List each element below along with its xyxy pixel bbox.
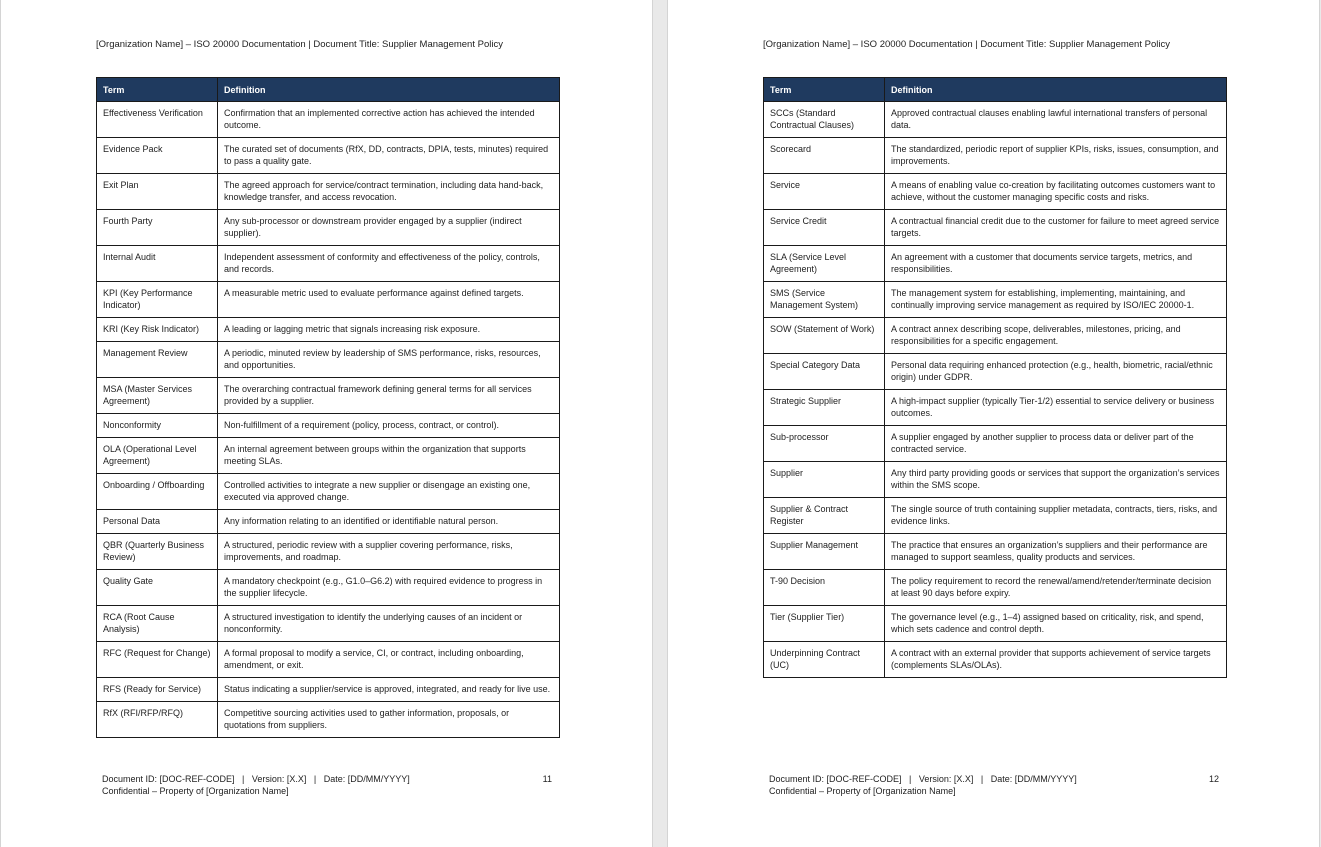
definition-cell: A high-impact supplier (typically Tier-1/2) essential to service delivery or business outcomes. [885,390,1227,426]
term-cell: Special Category Data [764,354,885,390]
table-row [97,678,560,702]
table-row [97,378,560,414]
term-cell: OLA (Operational Level Agreement) [97,438,218,474]
table-row [97,438,560,474]
table-row [97,534,560,570]
table-header-row [764,78,1227,102]
definition-cell: The management system for establishing, implementing, maintaining, and continually improving service management as required by ISO/IEC 20000-1. [885,282,1227,318]
term-cell: RfX (RFI/RFP/RFQ) [97,702,218,738]
definition-cell: A leading or lagging metric that signals increasing risk exposure. [218,318,560,342]
term-cell: Effectiveness Verification [97,102,218,138]
term-cell: Fourth Party [97,210,218,246]
definition-cell: A contract with an external provider that supports achievement of service targets (complements SLAs/OLAs). [885,642,1227,678]
term-cell: RCA (Root Cause Analysis) [97,606,218,642]
table-row [764,534,1227,570]
table-row [764,498,1227,534]
definition-cell: The governance level (e.g., 1–4) assigned based on criticality, risk, and spend, which sets cadence and control depth. [885,606,1227,642]
definition-column-header: Definition [218,78,560,102]
page-footer [769,773,1219,797]
definition-cell: An internal agreement between groups within the organization that supports meeting SLAs. [218,438,560,474]
definition-cell: The agreed approach for service/contract termination, including data hand-back, knowledge transfer, and access revocation. [218,174,560,210]
term-cell: Underpinning Contract (UC) [764,642,885,678]
term-cell: Sub-processor [764,426,885,462]
term-cell: SCCs (Standard Contractual Clauses) [764,102,885,138]
definition-cell: Non-fulfillment of a requirement (policy, process, contract, or control). [218,414,560,438]
footer-confidential-notice: Confidential – Property of [Organization Name] [769,786,956,796]
term-cell: SOW (Statement of Work) [764,318,885,354]
table-row [764,318,1227,354]
table-row [764,354,1227,390]
table-row [97,702,560,738]
page-number: 12 [1208,774,1219,784]
definition-cell: Any sub-processor or downstream provider engaged by a supplier (indirect supplier). [218,210,560,246]
table-row [97,138,560,174]
definition-cell: The single source of truth containing supplier metadata, contracts, tiers, risks, and evidence links. [885,498,1227,534]
footer-confidential-notice: Confidential – Property of [Organization Name] [102,786,289,796]
table-row [97,342,560,378]
definition-cell: The policy requirement to record the renewal/amend/retender/terminate decision at least 90 days before expiry. [885,570,1227,606]
table-row [97,282,560,318]
definition-cell: A formal proposal to modify a service, CI, or contract, including onboarding, amendment, or exit. [218,642,560,678]
definition-cell: A contractual financial credit due to the customer for failure to meet agreed service targets. [885,210,1227,246]
table-row [97,102,560,138]
table-row [764,606,1227,642]
page-number: 11 [542,774,552,784]
table-header-row [97,78,560,102]
document-page-11 [1,0,652,847]
term-cell: Evidence Pack [97,138,218,174]
page-footer [102,773,552,797]
definition-cell: A contract annex describing scope, deliverables, milestones, pricing, and responsibilities for a specific engagement. [885,318,1227,354]
table-row [97,246,560,282]
table-row [97,174,560,210]
term-cell: Service Credit [764,210,885,246]
table-row [764,102,1227,138]
glossary-table [96,77,560,738]
table-row [97,474,560,510]
term-cell: SMS (Service Management System) [764,282,885,318]
table-row [764,282,1227,318]
term-column-header: Term [764,78,885,102]
table-row [97,210,560,246]
table-row [97,606,560,642]
definition-cell: Any information relating to an identified or identifiable natural person. [218,510,560,534]
definition-cell: The standardized, periodic report of supplier KPIs, risks, issues, consumption, and improvements. [885,138,1227,174]
definition-cell: Personal data requiring enhanced protection (e.g., health, biometric, racial/ethnic origin) under GDPR. [885,354,1227,390]
term-cell: QBR (Quarterly Business Review) [97,534,218,570]
footer-document-info: Document ID: [DOC-REF-CODE] | Version: [X.X] | Date: [DD/MM/YYYY] [769,774,1077,784]
term-cell: Onboarding / Offboarding [97,474,218,510]
term-cell: KPI (Key Performance Indicator) [97,282,218,318]
table-row [764,462,1227,498]
definition-cell: The curated set of documents (RfX, DD, contracts, DPIA, tests, minutes) required to pass a quality gate. [218,138,560,174]
footer-document-info: Document ID: [DOC-REF-CODE] | Version: [X.X] | Date: [DD/MM/YYYY] [102,774,410,784]
term-cell: KRI (Key Risk Indicator) [97,318,218,342]
definition-cell: Any third party providing goods or services that support the organization’s services within the SMS scope. [885,462,1227,498]
term-cell: Supplier Management [764,534,885,570]
table-row [97,510,560,534]
definition-cell: Independent assessment of conformity and effectiveness of the policy, controls, and records. [218,246,560,282]
definition-cell: Status indicating a supplier/service is approved, integrated, and ready for live use. [218,678,560,702]
definition-cell: A periodic, minuted review by leadership of SMS performance, risks, resources, and opportunities. [218,342,560,378]
term-cell: Scorecard [764,138,885,174]
definition-cell: A means of enabling value co-creation by facilitating outcomes customers want to achieve, without the customer managing specific costs and risks. [885,174,1227,210]
table-row [97,414,560,438]
term-cell: SLA (Service Level Agreement) [764,246,885,282]
definition-cell: The overarching contractual framework defining general terms for all services provided by a supplier. [218,378,560,414]
term-cell: Service [764,174,885,210]
definition-cell: Confirmation that an implemented corrective action has achieved the intended outcome. [218,102,560,138]
page-header: [Organization Name] – ISO 20000 Documentation | Document Title: Supplier Management Policy [96,39,503,50]
term-cell: Exit Plan [97,174,218,210]
table-row [764,642,1227,678]
term-cell: Nonconformity [97,414,218,438]
term-cell: Strategic Supplier [764,390,885,426]
document-page-12 [668,0,1319,847]
table-row [764,390,1227,426]
definition-cell: An agreement with a customer that documents service targets, metrics, and responsibilities. [885,246,1227,282]
term-cell: RFS (Ready for Service) [97,678,218,702]
term-column-header: Term [97,78,218,102]
definition-cell: The practice that ensures an organization’s suppliers and their performance are managed to support seamless, quality products and services. [885,534,1227,570]
definition-cell: Approved contractual clauses enabling lawful international transfers of personal data. [885,102,1227,138]
term-cell: Internal Audit [97,246,218,282]
definition-cell: A measurable metric used to evaluate performance against defined targets. [218,282,560,318]
definition-cell: A structured investigation to identify the underlying causes of an incident or nonconformity. [218,606,560,642]
term-cell: Personal Data [97,510,218,534]
definition-column-header: Definition [885,78,1227,102]
term-cell: MSA (Master Services Agreement) [97,378,218,414]
table-row [764,246,1227,282]
table-row [97,318,560,342]
glossary-table [763,77,1227,678]
table-row [764,138,1227,174]
definition-cell: A mandatory checkpoint (e.g., G1.0–G6.2) with required evidence to progress in the supplier lifecycle. [218,570,560,606]
definition-cell: A supplier engaged by another supplier to process data or deliver part of the contracted service. [885,426,1227,462]
page-header: [Organization Name] – ISO 20000 Documentation | Document Title: Supplier Management Policy [763,39,1170,50]
term-cell: Supplier [764,462,885,498]
term-cell: Supplier & Contract Register [764,498,885,534]
table-row [97,642,560,678]
definition-cell: Controlled activities to integrate a new supplier or disengage an existing one, executed via approved change. [218,474,560,510]
table-row [764,426,1227,462]
term-cell: Quality Gate [97,570,218,606]
table-row [97,570,560,606]
term-cell: Management Review [97,342,218,378]
definition-cell: A structured, periodic review with a supplier covering performance, risks, improvements, and roadmap. [218,534,560,570]
term-cell: T-90 Decision [764,570,885,606]
definition-cell: Competitive sourcing activities used to gather information, proposals, or quotations from suppliers. [218,702,560,738]
table-row [764,174,1227,210]
table-row [764,570,1227,606]
term-cell: Tier (Supplier Tier) [764,606,885,642]
table-row [764,210,1227,246]
term-cell: RFC (Request for Change) [97,642,218,678]
